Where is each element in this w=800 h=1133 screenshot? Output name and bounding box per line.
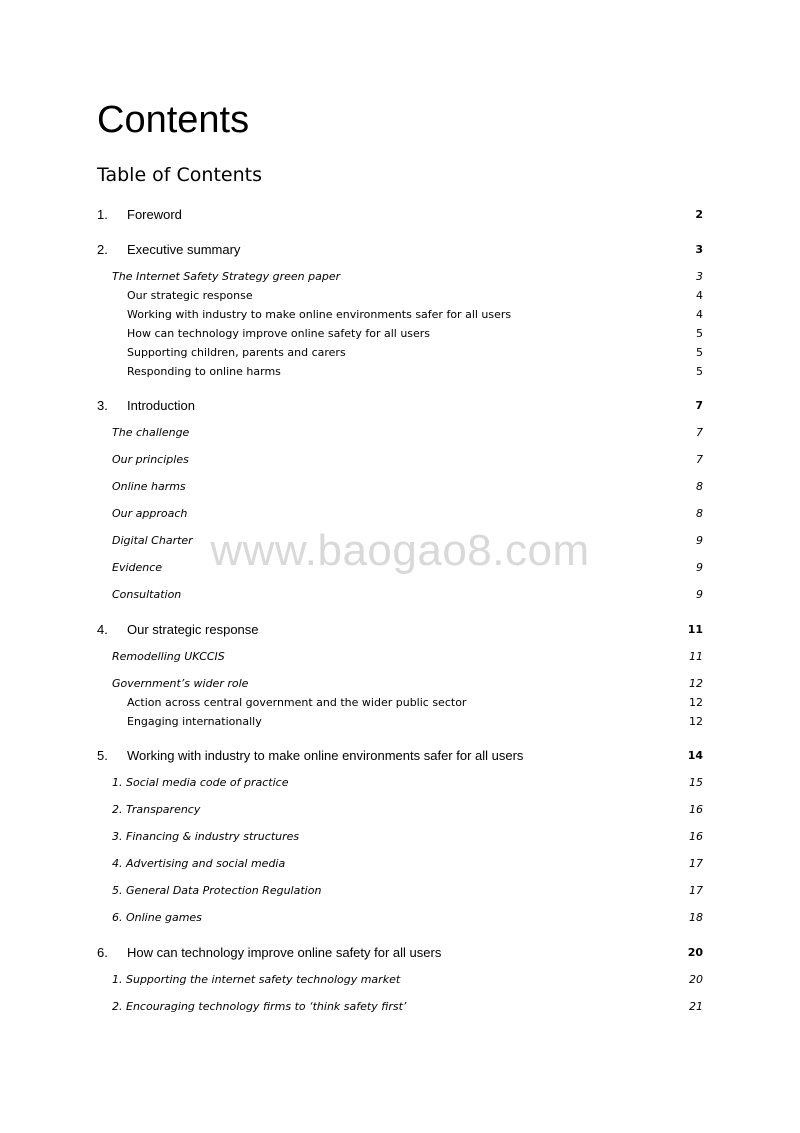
toc-entry-page: 8 — [696, 507, 703, 520]
toc-entry-number: 4. — [97, 622, 108, 637]
toc-entry-page: 7 — [695, 399, 703, 412]
toc-entry-page: 3 — [696, 270, 703, 283]
toc-entry-page: 15 — [689, 776, 703, 789]
toc-entry-label: 3. Financing & industry structures — [112, 830, 300, 843]
toc-entry-social-media-code[interactable] — [0, 773, 800, 793]
toc-entry-digital-charter[interactable] — [0, 531, 800, 551]
toc-entry-remodelling-ukccis[interactable] — [0, 647, 800, 667]
toc-entry-label: 1. Social media code of practice — [112, 776, 289, 789]
toc-entry-page: 5 — [696, 365, 703, 378]
toc-entry-page: 18 — [689, 911, 703, 924]
toc-entry-page: 16 — [689, 803, 703, 816]
toc-entry-label: 2. Encouraging technology firms to ‘think safety first’ — [112, 1000, 407, 1013]
toc-entry-page: 7 — [696, 426, 703, 439]
toc-entry-page: 2 — [695, 208, 703, 221]
toc-entry-number: 5. — [97, 748, 108, 763]
toc-entry-the-challenge[interactable] — [0, 423, 800, 443]
toc-entry-label: Introduction — [127, 398, 195, 413]
watermark: www.baogao8.com — [210, 526, 590, 575]
toc-entry-number: 3. — [97, 398, 108, 413]
toc-entry-supporting-children[interactable] — [0, 343, 800, 363]
toc-entry-central-government[interactable] — [0, 693, 800, 713]
toc-entry-transparency[interactable] — [0, 800, 800, 820]
toc-entry-page: 4 — [696, 308, 703, 321]
toc-entry-green-paper[interactable] — [0, 267, 800, 287]
toc-entry-page: 12 — [689, 696, 703, 709]
toc-entry-page: 5 — [696, 346, 703, 359]
toc-entry-evidence[interactable] — [0, 558, 800, 578]
toc-entry-label: Our strategic response — [127, 289, 253, 302]
toc-title: Table of Contents — [97, 164, 262, 186]
toc-entry-page: 20 — [687, 946, 703, 959]
toc-entry-page: 4 — [696, 289, 703, 302]
toc-entry-page: 16 — [689, 830, 703, 843]
toc-entry-label: The Internet Safety Strategy green paper — [112, 270, 341, 283]
toc-entry-label: The challenge — [112, 426, 190, 439]
toc-entry-label: 5. General Data Protection Regulation — [112, 884, 322, 897]
toc-entry-working-with-industry-sub[interactable] — [0, 305, 800, 325]
toc-entry-label: Evidence — [112, 561, 163, 574]
toc-entry-label: Supporting children, parents and carers — [127, 346, 346, 359]
toc-entry-page: 11 — [689, 650, 703, 663]
toc-entry-label: Executive summary — [127, 242, 241, 257]
toc-entry-label: Our principles — [112, 453, 189, 466]
toc-entry-label: Consultation — [112, 588, 182, 601]
toc-entry-page: 14 — [687, 749, 703, 762]
toc-entry-label: 6. Online games — [112, 911, 202, 924]
toc-entry-label: Digital Charter — [112, 534, 193, 547]
toc-entry-label: Working with industry to make online environments safer for all users — [127, 748, 524, 763]
toc-entry-label: Responding to online harms — [127, 365, 281, 378]
toc-entry-think-safety-first[interactable] — [0, 997, 800, 1017]
toc-entry-page: 17 — [689, 857, 703, 870]
toc-entry-label: 4. Advertising and social media — [112, 857, 286, 870]
toc-entry-executive-summary[interactable] — [0, 240, 800, 260]
toc-entry-label: Our approach — [112, 507, 188, 520]
toc-entry-page: 12 — [689, 715, 703, 728]
toc-entry-page: 11 — [687, 623, 703, 636]
toc-entry-label: Action across central government and the wider public sector — [127, 696, 467, 709]
toc-entry-technology[interactable] — [0, 943, 800, 963]
toc-entry-label: Foreword — [127, 207, 182, 222]
toc-entry-page: 17 — [689, 884, 703, 897]
toc-entry-responding-harms[interactable] — [0, 362, 800, 382]
toc-entry-label: Working with industry to make online environments safer for all users — [127, 308, 512, 321]
toc-entry-label: Remodelling UKCCIS — [112, 650, 225, 663]
toc-entry-label: 2. Transparency — [112, 803, 201, 816]
toc-entry-our-approach[interactable] — [0, 504, 800, 524]
toc-entry-consultation[interactable] — [0, 585, 800, 605]
toc-entry-our-strategic-response[interactable] — [0, 620, 800, 640]
toc-entry-introduction[interactable] — [0, 396, 800, 416]
toc-entry-label: How can technology improve online safety for all users — [127, 945, 442, 960]
toc-entry-foreword[interactable] — [0, 205, 800, 225]
toc-entry-engaging-internationally[interactable] — [0, 712, 800, 732]
toc-entry-number: 6. — [97, 945, 108, 960]
toc-entry-number: 1. — [97, 207, 108, 222]
toc-entry-our-strategic-response-sub[interactable] — [0, 286, 800, 306]
toc-entry-online-harms[interactable] — [0, 477, 800, 497]
toc-entry-page: 9 — [696, 561, 703, 574]
toc-entry-page: 9 — [696, 588, 703, 601]
toc-entry-gdpr[interactable] — [0, 881, 800, 901]
toc-entry-page: 9 — [696, 534, 703, 547]
toc-entry-online-games[interactable] — [0, 908, 800, 928]
toc-entry-financing[interactable] — [0, 827, 800, 847]
toc-entry-page: 7 — [696, 453, 703, 466]
toc-entry-page: 20 — [689, 973, 703, 986]
toc-entry-governments-wider-role[interactable] — [0, 674, 800, 694]
toc-entry-technology-sub[interactable] — [0, 324, 800, 344]
toc-entry-label: Online harms — [112, 480, 186, 493]
toc-entry-working-with-industry[interactable] — [0, 746, 800, 766]
toc-entry-label: Our strategic response — [127, 622, 259, 637]
toc-entry-label: Government’s wider role — [112, 677, 249, 690]
toc-entry-page: 3 — [695, 243, 703, 256]
toc-entry-label: How can technology improve online safety for all users — [127, 327, 431, 340]
toc-entry-advertising[interactable] — [0, 854, 800, 874]
toc-entry-page: 8 — [696, 480, 703, 493]
toc-entry-page: 5 — [696, 327, 703, 340]
toc-entry-page: 12 — [689, 677, 703, 690]
toc-entry-number: 2. — [97, 242, 108, 257]
toc-entry-label: Engaging internationally — [127, 715, 262, 728]
toc-entry-label: 1. Supporting the internet safety technology market — [112, 973, 401, 986]
toc-entry-page: 21 — [689, 1000, 703, 1013]
toc-entry-our-principles[interactable] — [0, 450, 800, 470]
toc-entry-safety-tech-market[interactable] — [0, 970, 800, 990]
page-title: Contents — [97, 99, 250, 141]
